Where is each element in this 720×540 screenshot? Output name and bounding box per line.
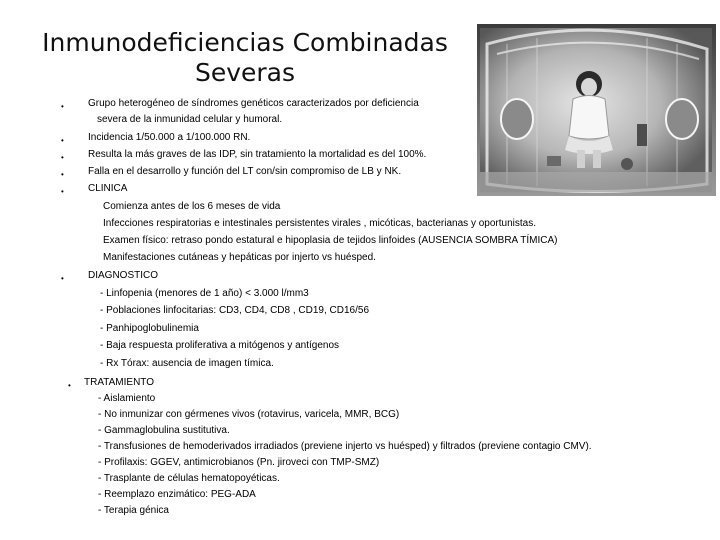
tratamiento-item: - Aislamiento [98, 393, 156, 404]
tratamiento-item: - Gammaglobulina sustitutiva. [98, 425, 230, 436]
diagnostico-item: - Baja respuesta proliferativa a mitógenos y antígenos [100, 340, 340, 351]
bullet-marker: • [61, 274, 64, 283]
clinica-item: Manifestaciones cutáneas y hepáticas por injerto vs huésped. [103, 252, 376, 263]
tratamiento-item: - Terapia génica [98, 505, 169, 516]
diagnostico-item: - Panhipoglobulinemia [100, 323, 199, 334]
tratamiento-item: - Profilaxis: GGEV, antimicrobianos (Pn. jiroveci con TMP-SMZ) [98, 457, 380, 468]
bullet-falla: Falla en el desarrollo y función del LT con/sin compromiso de LB y NK. [88, 166, 402, 177]
bullet-marker: • [61, 187, 64, 196]
bullet-grupo-line2: severa de la inmunidad celular y humoral. [97, 114, 283, 125]
tratamiento-item: - Trasplante de células hematopoyéticas. [98, 473, 280, 484]
diagnostico-item: - Rx Tórax: ausencia de imagen tímica. [100, 358, 274, 369]
bullet-marker: • [61, 136, 64, 145]
bullet-grupo-line1: Grupo heterogéneo de síndromes genéticos caracterizados por deficiencia [88, 98, 419, 109]
bullet-marker: • [61, 153, 64, 162]
bullet-tratamiento: TRATAMIENTO [84, 377, 154, 388]
diagnostico-item: - Linfopenia (menores de 1 año) < 3.000 l/mm3 [100, 288, 309, 299]
bullet-clinica: CLINICA [88, 183, 128, 194]
slide-title-line2: Severas [194, 58, 296, 87]
clinica-item: Infecciones respiratorias e intestinales persistentes virales , micóticas, bacterianas y oportunistas. [103, 218, 536, 229]
tratamiento-item: - No inmunizar con gérmenes vivos (rotavirus, varicela, MMR, BCG) [98, 409, 400, 420]
slide-title-line1: Inmunodeficiencias Combinadas [42, 28, 448, 57]
bullet-incidencia: Incidencia 1/50.000 a 1/100.000 RN. [88, 132, 251, 143]
clinica-item: Comienza antes de los 6 meses de vida [103, 201, 281, 212]
tratamiento-item: - Transfusiones de hemoderivados irradiados (previene injerto vs huésped) y filtrados (previene contagio CMV). [98, 441, 592, 452]
tratamiento-item: - Reemplazo enzimático: PEG-ADA [98, 489, 256, 500]
bullet-marker: • [68, 381, 71, 390]
bullet-diagnostico: DIAGNOSTICO [88, 270, 159, 281]
diagnostico-item: - Poblaciones linfocitarias: CD3, CD4, CD8 , CD19, CD16/56 [100, 305, 369, 316]
clinica-item: Examen físico: retraso pondo estatural e hipoplasia de tejidos linfoides (AUSENCIA SOMBRA TÍMICA) [103, 235, 558, 246]
bullet-marker: • [61, 170, 64, 179]
bullet-marker: • [61, 102, 64, 111]
bullet-grave: Resulta la más graves de las IDP, sin tratamiento la mortalidad es del 100%. [88, 149, 427, 160]
